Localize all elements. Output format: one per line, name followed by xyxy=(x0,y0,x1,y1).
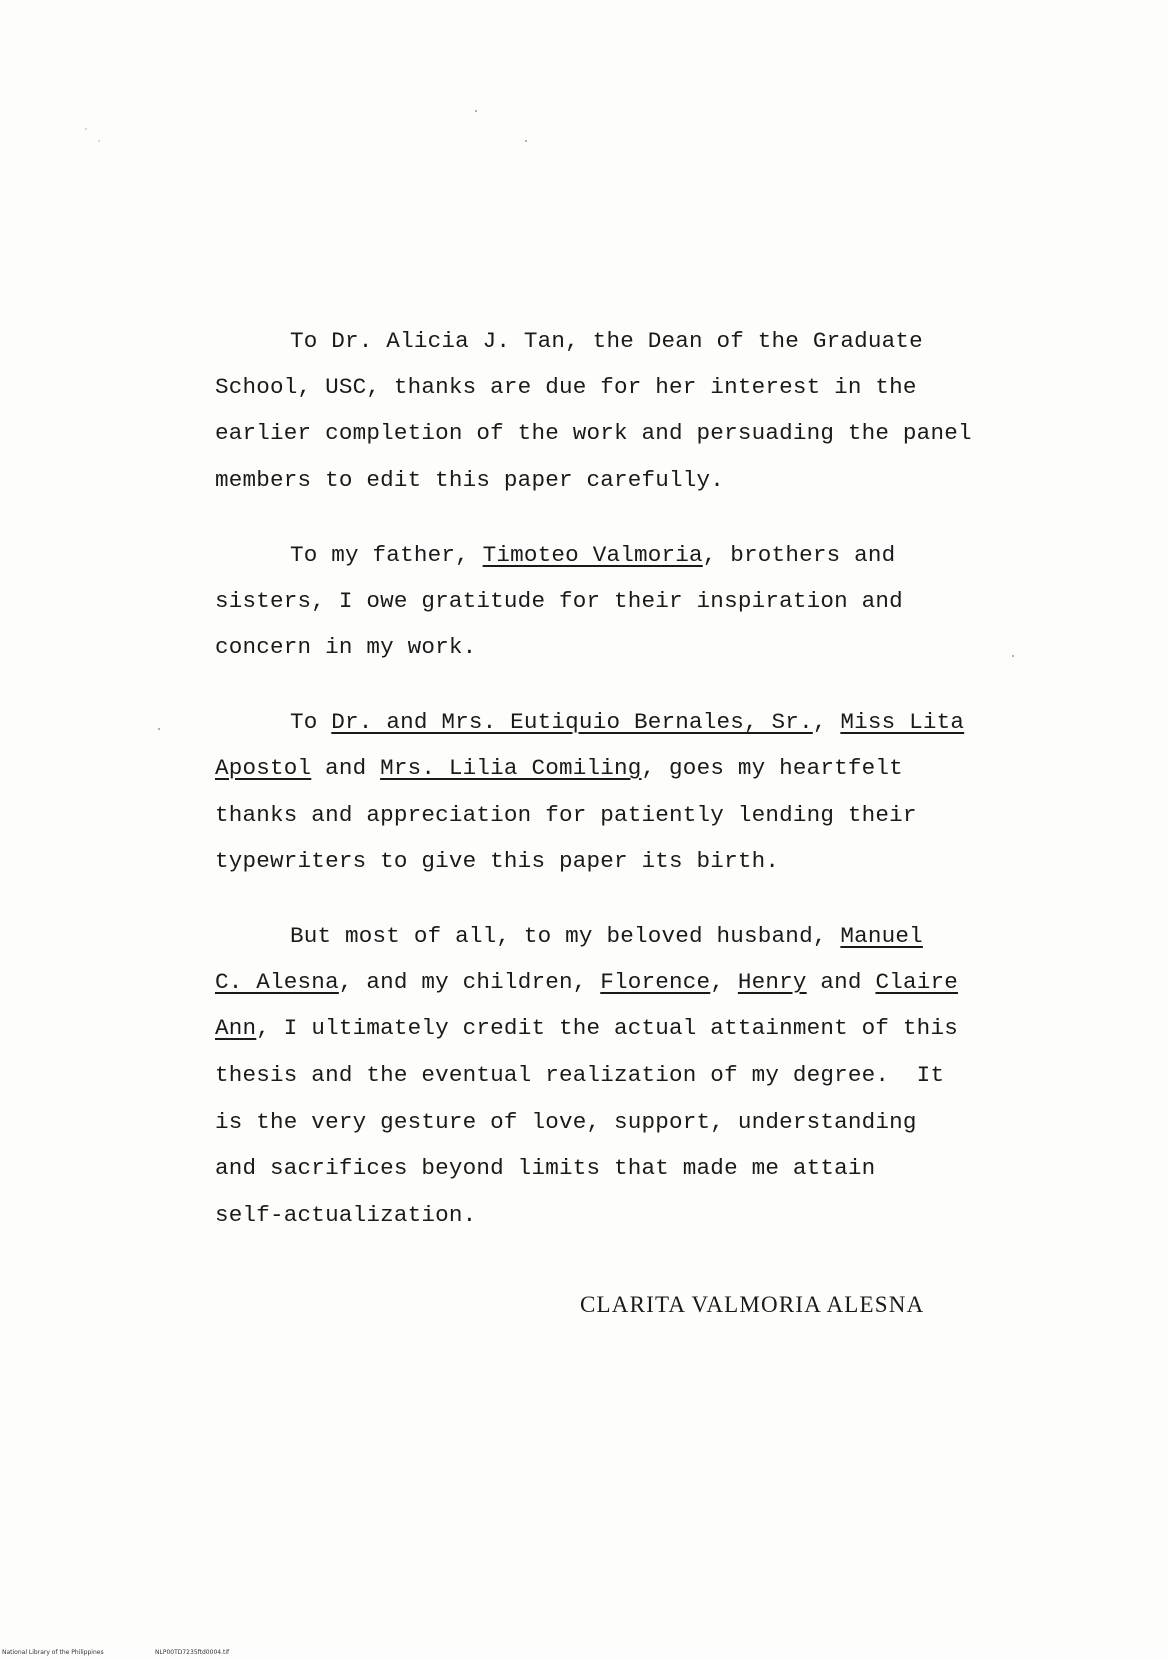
underlined-name: Dr. and Mrs. Eutiquio Bernales, Sr. xyxy=(331,709,813,735)
scan-speck xyxy=(85,128,87,130)
text-line xyxy=(290,707,964,737)
text-line xyxy=(215,1013,958,1043)
scan-speck xyxy=(1012,655,1014,657)
text-span: To my father, xyxy=(290,542,483,568)
underlined-name: Timoteo Valmoria xyxy=(482,542,703,568)
footer-file-label: NLP00TD7235ftd0004.tif xyxy=(155,1649,230,1656)
text-span: , goes my heartfelt xyxy=(641,755,903,781)
text-line: thesis and the eventual realization of my degree. It xyxy=(215,1062,945,1088)
text-line: self-actualization. xyxy=(215,1202,477,1228)
text-line: earlier completion of the work and persuading the panel xyxy=(215,420,972,446)
underlined-name: Miss Lita xyxy=(840,709,965,735)
scan-speck xyxy=(98,140,100,142)
underlined-name: Henry xyxy=(737,969,807,995)
scan-speck xyxy=(475,110,477,112)
author-signature: CLARITA VALMORIA ALESNA xyxy=(580,1292,925,1317)
underlined-name: Claire xyxy=(875,969,959,995)
scan-speck xyxy=(525,140,527,142)
text-line: School, USC, thanks are due for her interest in the xyxy=(215,374,917,400)
underlined-name: Ann xyxy=(215,1015,257,1041)
text-line: typewriters to give this paper its birth. xyxy=(215,848,780,874)
text-line xyxy=(215,753,903,783)
text-line: is the very gesture of love, support, understanding xyxy=(215,1109,917,1135)
text-line: and sacrifices beyond limits that made me attain xyxy=(215,1155,876,1181)
text-line xyxy=(215,967,958,997)
underlined-name: Manuel xyxy=(840,923,923,949)
underlined-name: C. Alesna xyxy=(215,969,339,995)
text-span: and xyxy=(311,755,381,781)
text-span: and xyxy=(806,969,876,995)
footer-library-label: National Library of the Philippines xyxy=(2,1649,104,1656)
text-span: , xyxy=(710,969,738,995)
underlined-name: Mrs. Lilia Comiling xyxy=(380,755,642,781)
text-line: To Dr. Alicia J. Tan, the Dean of the Graduate xyxy=(290,328,923,354)
underlined-name: Apostol xyxy=(215,755,312,781)
text-span: , xyxy=(812,709,841,735)
text-line: thanks and appreciation for patiently lending their xyxy=(215,802,917,828)
text-line xyxy=(290,540,895,570)
text-span: To xyxy=(290,709,332,735)
text-line: members to edit this paper carefully. xyxy=(215,467,725,493)
text-span: , brothers and xyxy=(702,542,896,568)
underlined-name: Florence xyxy=(600,969,711,995)
text-span: , and my children, xyxy=(338,969,601,995)
text-span: But most of all, to my beloved husband, xyxy=(290,923,841,949)
text-line: sisters, I owe gratitude for their inspiration and xyxy=(215,588,903,614)
text-line xyxy=(290,921,923,951)
text-span: , I ultimately credit the actual attainment of this xyxy=(256,1015,958,1041)
text-line: concern in my work. xyxy=(215,634,477,660)
scan-speck xyxy=(158,728,160,730)
